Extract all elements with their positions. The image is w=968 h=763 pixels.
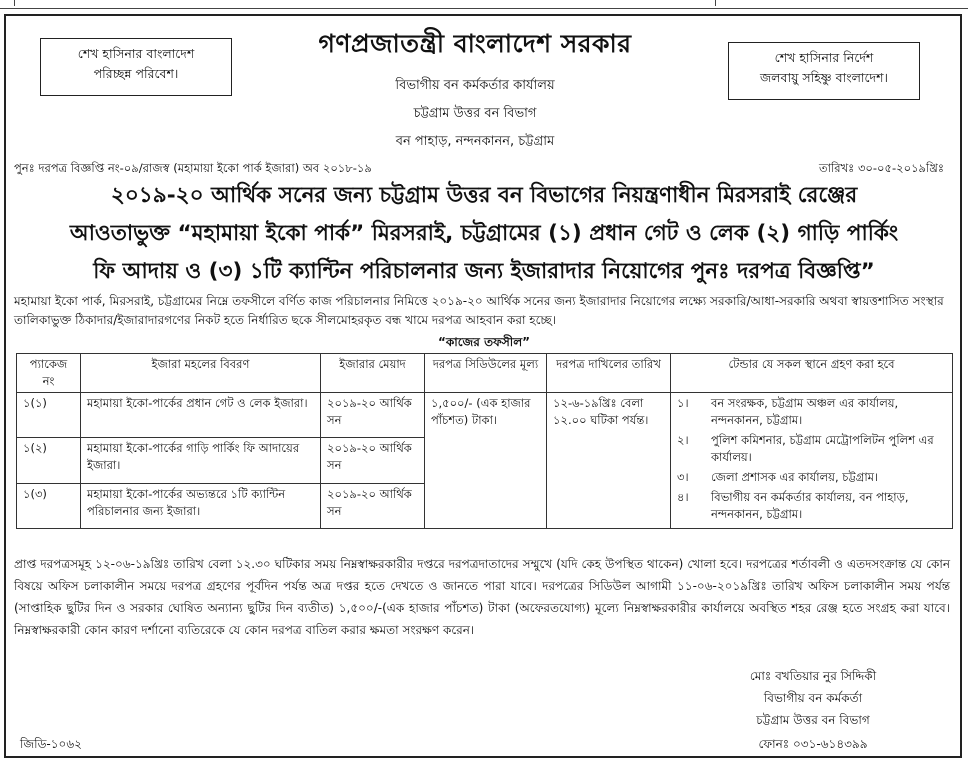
tender-places-list: [677, 395, 946, 523]
lease-description: মহামায়া ইকো-পার্কের প্রধান গেট ও লেক ইজারা।: [81, 393, 321, 438]
table-header-row: [17, 354, 953, 393]
right-slogan-box: [728, 42, 920, 100]
division-name: চট্টগ্রাম উত্তর বন বিভাগ: [413, 106, 537, 121]
col-package: প্যাকেজ নং: [17, 354, 81, 393]
col-schedule-price: দরপত্র সিডিউলের মূল্য: [425, 354, 547, 393]
package-number: ১(২): [17, 438, 81, 483]
submission-date: ১২-৬-১৯খ্রিঃ বেলা ১২.০০ ঘটিকা পর্যন্ত।: [547, 393, 671, 529]
top-rule-mark: [14, 0, 716, 6]
lease-description: মহামায়া ইকো-পার্কের অভ্যন্তরে ১টি ক্যান্টিন পরিচালনার জন্য ইজারা।: [81, 483, 321, 528]
right-slogan-line-2: জলবায়ু সহিষ্ণু বাংলাদেশ।: [759, 70, 888, 85]
col-period: ইজারার মেয়াদ: [321, 354, 425, 393]
lease-description: মহামায়া ইকো-পার্কের গাড়ি পার্কিং ফি আদায়ের ইজারা।: [81, 438, 321, 483]
work-schedule-table: [16, 353, 953, 529]
notice-date: তারিখঃ ৩০-০৫-২০১৯খ্রিঃ: [819, 161, 944, 175]
office-address: বন পাহাড়, নন্দনকানন, চট্টগ্রাম: [395, 134, 555, 149]
list-item: ৩। জেলা প্রশাসক এর কার্যালয়, চট্টগ্রাম।: [677, 470, 879, 484]
headline-line-2: আওতাভুক্ত “মহামায়া ইকো পার্ক” মিরসরাই, চট্টগ্রামের (১) প্রধান গেট ও লেক (২) গাড়ি পার্কিং: [69, 221, 899, 246]
tender-places: [671, 393, 953, 529]
left-slogan-line-1: শেখ হাসিনার বাংলাদেশ: [77, 46, 195, 61]
gd-code: জিডি-১০৬২: [20, 737, 82, 751]
list-item: ৪। বিভাগীয় বন কর্মকর্তার কার্যালয়, বন পাহাড়, নন্দনকানন, চট্টগ্রাম।: [677, 490, 909, 521]
headline-line-3: ফি আদায় ও (৩) ১টি ক্যান্টিন পরিচালনার জন্য ইজারাদার নিয়োগের পুনঃ দরপত্র বিজ্ঞপ্তি”: [93, 259, 875, 284]
package-number: ১(১): [17, 393, 81, 438]
left-slogan-box: [40, 38, 232, 96]
lease-period: ২০১৯-২০ আর্থিক সন: [321, 438, 425, 483]
memo-number: পুনঃ দরপত্র বিজ্ঞপ্তি নং-০৯/রাজস্ব (মহামায়া ইকো পার্ক ইজারা) অব ২০১৮-১৯: [14, 161, 372, 175]
lease-period: ২০১৯-২০ আর্থিক সন: [321, 393, 425, 438]
right-slogan-line-1: শেখ হাসিনার নির্দেশ: [774, 50, 874, 65]
signatory-name: মোঃ বখতিয়ার নুর সিদ্দিকী: [749, 669, 877, 683]
lease-period: ২০১৯-২০ আর্থিক সন: [321, 483, 425, 528]
signatory-phone: ফোনঃ ০৩১-৬১৪৩৯৯: [758, 737, 868, 751]
list-item: ২। পুলিশ কমিশনার, চট্টগ্রাম মেট্রোপলিটন পুলিশ এর কার্যালয়।: [677, 433, 934, 464]
office-name: বিভাগীয় বন কর্মকর্তার কার্যালয়: [395, 78, 555, 93]
col-description: ইজারা মহলের বিবরণ: [81, 354, 321, 393]
intro-paragraph: মহামায়া ইকো পার্ক, মিরসরাই, চট্টগ্রামের নিম্নে তফসীলে বর্ণিত কাজ পরিচালনার নিমিত্তে ২০১৯-২০ আর্থিক সনের জন্য ইজারাদার নিয়োগের লক্ষ্যে সরকারি/আধা-সরকারি অথবা স্বায়ত্তশাসিত সংস্থার তালিকাভুক্ত ঠিকাদার/ইজারাদারগণের নিকট হতে নির্ধারিত ছকে সীলমোহরকৃত বন্ধ খামে দরপত্র আহবান করা হচ্ছে।: [14, 294, 944, 327]
table-row: [17, 393, 953, 438]
government-title: গণপ্রজাতন্ত্রী বাংলাদেশ সরকার: [318, 29, 632, 58]
col-submission-date: দরপত্র দাখিলের তারিখ: [547, 354, 671, 393]
left-slogan-line-2: পরিচ্ছন্ন পরিবেশ।: [93, 66, 179, 81]
list-item: ১। বন সংরক্ষক, চট্টগ্রাম অঞ্চল এর কার্যালয়, নন্দনকানন, চট্টগ্রাম।: [677, 396, 899, 427]
col-tender-places: টেন্ডার যে সকল স্থানে গ্রহণ করা হবে: [671, 354, 953, 393]
package-number: ১(৩): [17, 483, 81, 528]
headline-line-1: ২০১৯-২০ আর্থিক সনের জন্য চট্টগ্রাম উত্তর বন বিভাগের নিয়ন্ত্রণাধীন মিরসরাই রেঞ্জের: [110, 183, 858, 208]
top-rule: [0, 0, 968, 9]
schedule-price: ১,৫০০/- (এক হাজার পাঁচশত) টাকা।: [425, 393, 547, 529]
terms-paragraph: প্রাপ্ত দরপত্রসমূহ ১২-০৬-১৯খ্রিঃ তারিখ বেলা ১২.৩০ ঘটিকার সময় নিম্নস্বাক্ষরকারীর দপ্তরে দরপত্রদাতাদের সম্মুখে (যদি কেহ উপস্থিত থাকেন) খোলা হবে। দরপত্রের শর্তাবলী ও এতদসংক্রান্ত যে কোন বিষয়ে অফিস চলাকালীন সময়ে দরপত্র গ্রহণের পূর্বদিন পর্যন্ত অত্র দপ্তর হতে দেখতে ও জানতে পারা যাবে। দরপত্রের সিডিউল আগামী ১১-০৬-২০১৯খ্রিঃ তারিখ অফিস চলাকালীন সময় পর্যন্ত (সাপ্তাহিক ছুটির দিন ও সরকার ঘোষিত অন্যান্য ছুটির দিন ব্যতীত) ১,৫০০/-(এক হাজার পাঁচশত) টাকা (অফেরতযোগ্য) মূল্যে নিম্নস্বাক্ষরকারীর কার্যালয়ে অবস্থিত শহর রেঞ্জ হতে সংগ্রহ করা যাবে। নিম্নস্বাক্ষরকারী কোন কারণ দর্শানো ব্যতিরেকে যে কোন দরপত্র বাতিল করার ক্ষমতা সংরক্ষণ করেন।: [14, 557, 950, 637]
signatory-division: চট্টগ্রাম উত্তর বন বিভাগ: [756, 713, 870, 727]
signatory-designation: বিভাগীয় বন কর্মকর্তা: [763, 691, 863, 705]
table-heading: “কাজের তফসীল”: [437, 335, 531, 349]
